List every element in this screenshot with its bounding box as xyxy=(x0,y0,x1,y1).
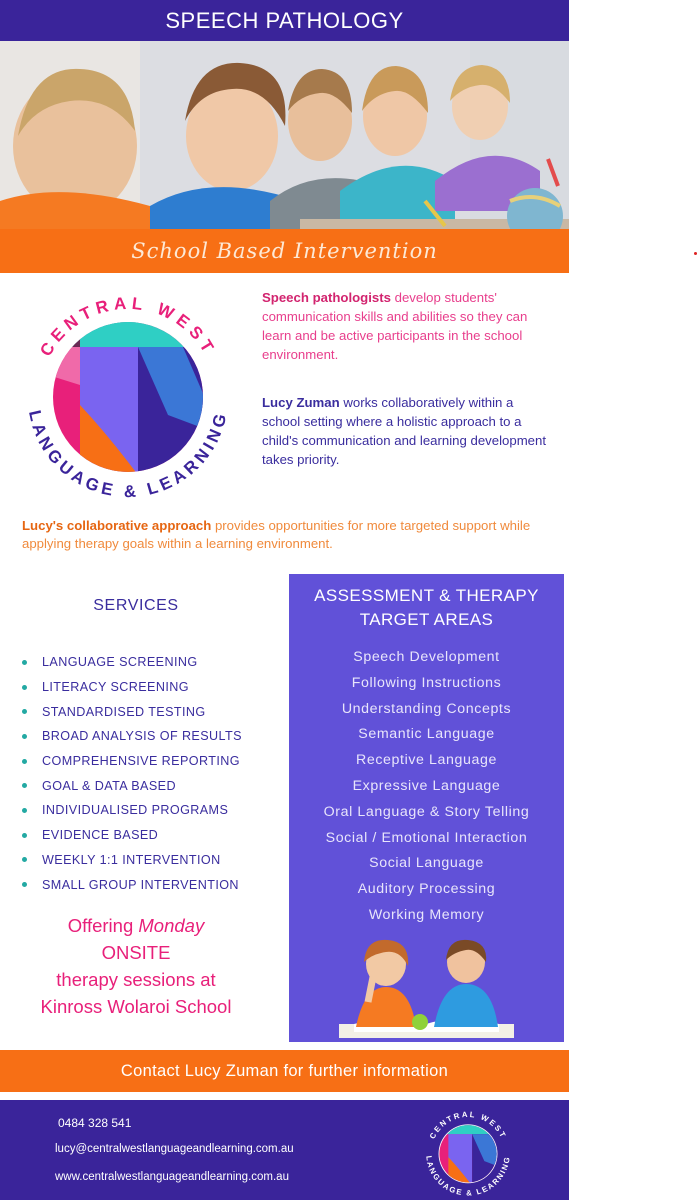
list-item: Oral Language & Story Telling xyxy=(323,803,530,820)
list-item: Receptive Language xyxy=(356,752,497,769)
offer-line-2: ONSITE xyxy=(101,942,171,963)
children-photo xyxy=(0,41,569,229)
central-west-logo xyxy=(18,285,238,505)
footer-website[interactable]: www.centralwestlanguageandlearning.com.au xyxy=(55,1171,289,1183)
list-item: Social / Emotional Interaction xyxy=(325,829,528,846)
intro-1-strong: Speech pathologists xyxy=(262,290,391,305)
list-item: LANGUAGE SCREENING xyxy=(22,650,242,675)
stray-dot xyxy=(694,252,697,255)
list-item: GOAL & DATA BASED xyxy=(22,773,242,798)
header-bar xyxy=(0,0,569,41)
subheader-text: School Based Intervention xyxy=(131,239,438,263)
list-item: BROAD ANALYSIS OF RESULTS xyxy=(22,724,242,749)
intro-paragraph-2 xyxy=(262,393,554,469)
footer-phone[interactable]: 0484 328 541 xyxy=(58,1116,132,1130)
list-item: Speech Development xyxy=(353,649,500,665)
intro-2-strong: Lucy Zuman xyxy=(262,395,340,410)
offer-text xyxy=(20,912,252,1020)
bullet-icon xyxy=(22,783,27,788)
list-item: Semantic Language xyxy=(358,726,495,743)
bullet-icon xyxy=(22,808,27,813)
bullet-icon xyxy=(22,685,27,690)
contact-banner xyxy=(0,1050,569,1092)
list-item: Auditory Processing xyxy=(357,881,496,898)
footer-email[interactable]: lucy@centralwestlanguageandlearning.com.au xyxy=(55,1143,294,1155)
intro-paragraph-1 xyxy=(262,288,554,364)
assessment-panel xyxy=(289,574,564,1042)
list-item: Expressive Language xyxy=(352,777,501,794)
services-list xyxy=(22,650,242,897)
bullet-icon xyxy=(22,734,27,739)
assessment-list xyxy=(289,645,564,929)
central-west-logo-small xyxy=(423,1108,513,1198)
bullet-icon xyxy=(22,882,27,887)
contact-banner-text: Contact Lucy Zuman for further information xyxy=(120,1061,449,1080)
kids-reading-illustration xyxy=(334,932,519,1042)
list-item: Following Instructions xyxy=(351,674,502,691)
list-item: SMALL GROUP INTERVENTION xyxy=(22,872,242,897)
small-logo-text-top: CENTRAL WEST xyxy=(427,1109,509,1141)
list-item: Working Memory xyxy=(368,906,485,923)
logo-text-bottom: LANGUAGE & LEARNING xyxy=(24,408,232,502)
collab-strong: Lucy's collaborative approach xyxy=(22,518,212,533)
list-item: COMPREHENSIVE REPORTING xyxy=(22,749,242,774)
bullet-icon xyxy=(22,833,27,838)
collab-rest: provides opportunities for more targeted support while applying therapy goals within a learning environment. xyxy=(22,518,531,551)
list-item: STANDARDISED TESTING xyxy=(22,699,242,724)
page-title: SPEECH PATHOLOGY xyxy=(165,7,404,33)
services-title: SERVICES xyxy=(93,597,179,614)
intro-2-rest: works collaboratively within a school setting where a holistic approach to a child's communication and learning development takes priority. xyxy=(262,395,547,467)
subheader-band xyxy=(0,229,569,273)
list-item: Social Language xyxy=(369,855,484,872)
bullet-icon xyxy=(22,759,27,764)
collaborative-paragraph xyxy=(22,517,562,553)
bullet-icon xyxy=(22,857,27,862)
offer-line-1: Offering Monday xyxy=(67,915,205,936)
list-item: WEEKLY 1:1 INTERVENTION xyxy=(22,848,242,873)
small-logo-text-bottom: LANGUAGE & LEARNING xyxy=(424,1155,512,1198)
bullet-icon xyxy=(22,660,27,665)
offer-line-3: therapy sessions at xyxy=(56,969,216,990)
list-item: Understanding Concepts xyxy=(341,700,512,717)
intro-1-rest: develop students' communication skills and abilities so they can learn and be active participants in the school environment. xyxy=(262,290,528,362)
bullet-icon xyxy=(22,709,27,714)
assessment-title: ASSESSMENT & THERAPY TARGET AREAS xyxy=(314,586,539,629)
list-item: LITERACY SCREENING xyxy=(22,675,242,700)
offer-line-4: Kinross Wolaroi School xyxy=(40,996,232,1017)
list-item: INDIVIDUALISED PROGRAMS xyxy=(22,798,242,823)
list-item: EVIDENCE BASED xyxy=(22,823,242,848)
logo-text-top: CENTRAL WEST xyxy=(36,293,220,360)
